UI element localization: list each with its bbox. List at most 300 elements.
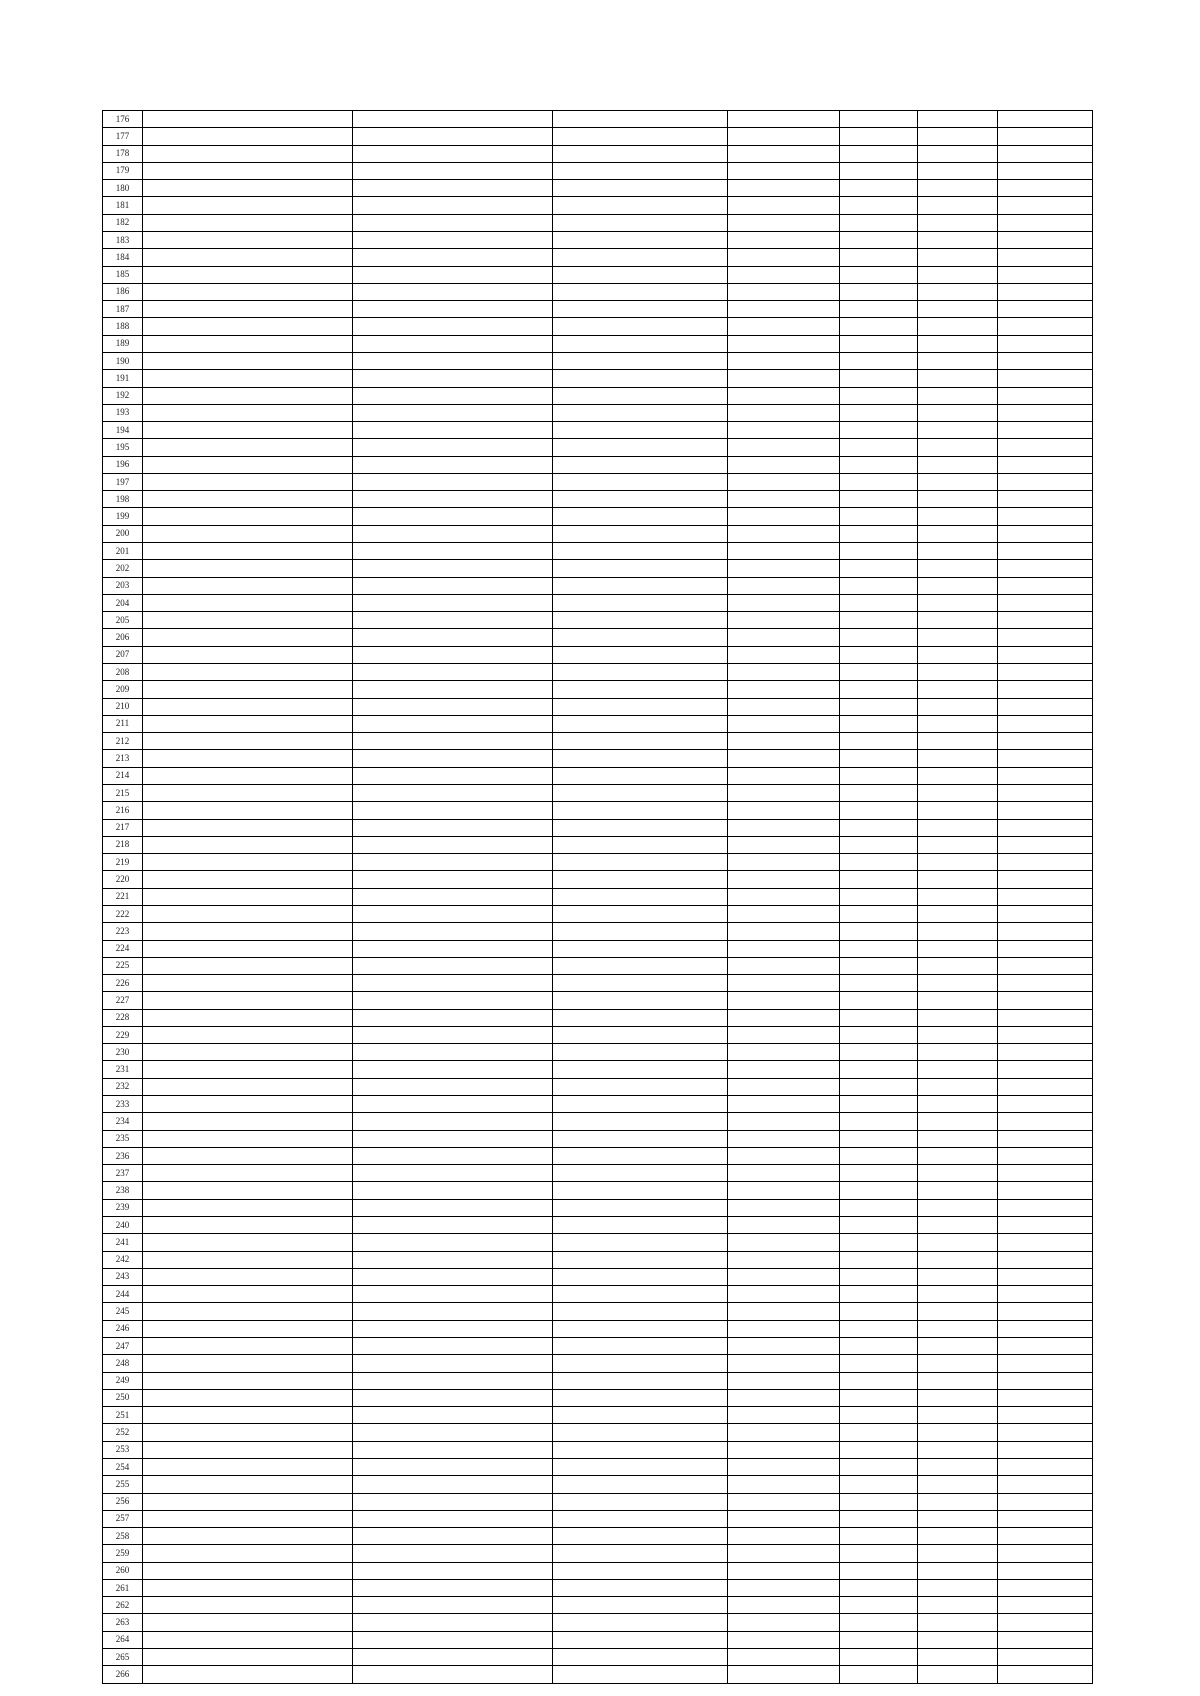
latitude-cell <box>840 1631 918 1648</box>
latitude-cell <box>840 1424 918 1441</box>
latitude-cell <box>840 888 918 905</box>
settlement-cell <box>353 1631 553 1648</box>
table-row <box>103 1320 1093 1337</box>
row-number-cell: 223 <box>103 923 143 940</box>
table-row <box>103 1061 1093 1078</box>
latitude-cell <box>840 905 918 922</box>
house-cell <box>728 335 840 352</box>
longitude-cell <box>918 1649 998 1666</box>
house-cell <box>728 508 840 525</box>
settlement-cell <box>353 1614 553 1631</box>
latitude-cell <box>840 352 918 369</box>
table-row <box>103 1251 1093 1268</box>
house-cell <box>728 422 840 439</box>
municipality-cell <box>143 1009 353 1026</box>
municipality-cell <box>143 1303 353 1320</box>
row-number-cell: 252 <box>103 1424 143 1441</box>
latitude-cell <box>840 1234 918 1251</box>
settlement-cell <box>353 1026 553 1043</box>
table-row <box>103 1199 1093 1216</box>
street-cell <box>553 1528 728 1545</box>
longitude-cell <box>918 1614 998 1631</box>
row-number-cell: 191 <box>103 370 143 387</box>
count-cell <box>998 1026 1093 1043</box>
settlement-cell <box>353 197 553 214</box>
count-cell <box>998 1147 1093 1164</box>
street-cell <box>553 1147 728 1164</box>
municipality-cell <box>143 854 353 871</box>
table-row <box>103 422 1093 439</box>
longitude-cell <box>918 111 998 128</box>
latitude-cell <box>840 180 918 197</box>
house-cell <box>728 1476 840 1493</box>
municipality-cell <box>143 1130 353 1147</box>
longitude-cell <box>918 940 998 957</box>
settlement-cell <box>353 1407 553 1424</box>
latitude-cell <box>840 1026 918 1043</box>
municipality-cell <box>143 249 353 266</box>
house-cell <box>728 162 840 179</box>
latitude-cell <box>840 1562 918 1579</box>
longitude-cell <box>918 681 998 698</box>
street-cell <box>553 1044 728 1061</box>
municipality-cell <box>143 1597 353 1614</box>
table-row <box>103 629 1093 646</box>
row-number-cell: 264 <box>103 1631 143 1648</box>
house-cell <box>728 681 840 698</box>
table-row <box>103 612 1093 629</box>
latitude-cell <box>840 1061 918 1078</box>
table-row <box>103 681 1093 698</box>
municipality-cell <box>143 370 353 387</box>
row-number-cell: 265 <box>103 1649 143 1666</box>
municipality-cell <box>143 629 353 646</box>
street-cell <box>553 992 728 1009</box>
house-cell <box>728 577 840 594</box>
row-number-cell: 212 <box>103 733 143 750</box>
count-cell <box>998 1631 1093 1648</box>
table-row <box>103 318 1093 335</box>
row-number-cell: 242 <box>103 1251 143 1268</box>
latitude-cell <box>840 335 918 352</box>
latitude-cell <box>840 560 918 577</box>
longitude-cell <box>918 1476 998 1493</box>
row-number-cell: 199 <box>103 508 143 525</box>
settlement-cell <box>353 1217 553 1234</box>
count-cell <box>998 387 1093 404</box>
street-cell <box>553 1286 728 1303</box>
row-number-cell: 197 <box>103 473 143 490</box>
settlement-cell <box>353 940 553 957</box>
municipality-cell <box>143 352 353 369</box>
table-row <box>103 1441 1093 1458</box>
house-cell <box>728 1165 840 1182</box>
table-row <box>103 836 1093 853</box>
row-number-cell: 227 <box>103 992 143 1009</box>
count-cell <box>998 1061 1093 1078</box>
latitude-cell <box>840 456 918 473</box>
municipality-cell <box>143 819 353 836</box>
longitude-cell <box>918 784 998 801</box>
row-number-cell: 186 <box>103 283 143 300</box>
municipality-cell <box>143 1476 353 1493</box>
row-number-cell: 251 <box>103 1407 143 1424</box>
street-cell <box>553 508 728 525</box>
street-cell <box>553 111 728 128</box>
street-cell <box>553 750 728 767</box>
latitude-cell <box>840 819 918 836</box>
latitude-cell <box>840 1147 918 1164</box>
municipality-cell <box>143 560 353 577</box>
count-cell <box>998 249 1093 266</box>
house-cell <box>728 1631 840 1648</box>
house-cell <box>728 1320 840 1337</box>
house-cell <box>728 1044 840 1061</box>
house-cell <box>728 1026 840 1043</box>
street-cell <box>553 1458 728 1475</box>
longitude-cell <box>918 836 998 853</box>
row-number-cell: 254 <box>103 1458 143 1475</box>
house-cell <box>728 1389 840 1406</box>
count-cell <box>998 1510 1093 1527</box>
street-cell <box>553 525 728 542</box>
house-cell <box>728 992 840 1009</box>
municipality-cell <box>143 335 353 352</box>
latitude-cell <box>840 629 918 646</box>
municipality-cell <box>143 1320 353 1337</box>
table-row <box>103 1078 1093 1095</box>
row-number-cell: 193 <box>103 404 143 421</box>
latitude-cell <box>840 1597 918 1614</box>
settlement-cell <box>353 145 553 162</box>
table-row <box>103 698 1093 715</box>
house-cell <box>728 646 840 663</box>
longitude-cell <box>918 335 998 352</box>
count-cell <box>998 888 1093 905</box>
house-cell <box>728 1666 840 1683</box>
row-number-cell: 216 <box>103 802 143 819</box>
municipality-cell <box>143 266 353 283</box>
count-cell <box>998 473 1093 490</box>
row-number-cell: 207 <box>103 646 143 663</box>
latitude-cell <box>840 1009 918 1026</box>
row-number-cell: 222 <box>103 905 143 922</box>
longitude-cell <box>918 1407 998 1424</box>
settlement-cell <box>353 439 553 456</box>
longitude-cell <box>918 819 998 836</box>
table-row <box>103 352 1093 369</box>
street-cell <box>553 1078 728 1095</box>
street-cell <box>553 975 728 992</box>
longitude-cell <box>918 422 998 439</box>
municipality-cell <box>143 439 353 456</box>
house-cell <box>728 1441 840 1458</box>
count-cell <box>998 422 1093 439</box>
row-number-cell: 219 <box>103 854 143 871</box>
longitude-cell <box>918 214 998 231</box>
settlement-cell <box>353 1579 553 1596</box>
street-cell <box>553 1579 728 1596</box>
municipality-cell <box>143 905 353 922</box>
street-cell <box>553 560 728 577</box>
table-row <box>103 180 1093 197</box>
settlement-cell <box>353 594 553 611</box>
settlement-cell <box>353 1424 553 1441</box>
street-cell <box>553 1251 728 1268</box>
longitude-cell <box>918 1320 998 1337</box>
settlement-cell <box>353 525 553 542</box>
row-number-cell: 204 <box>103 594 143 611</box>
longitude-cell <box>918 854 998 871</box>
settlement-cell <box>353 1130 553 1147</box>
municipality-cell <box>143 715 353 732</box>
row-number-cell: 235 <box>103 1130 143 1147</box>
count-cell <box>998 266 1093 283</box>
house-cell <box>728 664 840 681</box>
latitude-cell <box>840 525 918 542</box>
count-cell <box>998 1044 1093 1061</box>
longitude-cell <box>918 664 998 681</box>
settlement-cell <box>353 819 553 836</box>
latitude-cell <box>840 1320 918 1337</box>
house-cell <box>728 629 840 646</box>
settlement-cell <box>353 1389 553 1406</box>
municipality-cell <box>143 456 353 473</box>
house-cell <box>728 111 840 128</box>
table-row <box>103 1458 1093 1475</box>
table-row <box>103 1407 1093 1424</box>
street-cell <box>553 698 728 715</box>
settlement-cell <box>353 923 553 940</box>
latitude-cell <box>840 1078 918 1095</box>
latitude-cell <box>840 1666 918 1683</box>
row-number-cell: 236 <box>103 1147 143 1164</box>
table-row <box>103 1182 1093 1199</box>
street-cell <box>553 646 728 663</box>
row-number-cell: 253 <box>103 1441 143 1458</box>
longitude-cell <box>918 733 998 750</box>
street-cell <box>553 1372 728 1389</box>
count-cell <box>998 750 1093 767</box>
municipality-cell <box>143 1234 353 1251</box>
street-cell <box>553 1597 728 1614</box>
longitude-cell <box>918 802 998 819</box>
longitude-cell <box>918 197 998 214</box>
settlement-cell <box>353 1044 553 1061</box>
street-cell <box>553 214 728 231</box>
latitude-cell <box>840 404 918 421</box>
latitude-cell <box>840 750 918 767</box>
settlement-cell <box>353 698 553 715</box>
street-cell <box>553 1337 728 1354</box>
longitude-cell <box>918 456 998 473</box>
table-row <box>103 111 1093 128</box>
longitude-cell <box>918 473 998 490</box>
street-cell <box>553 249 728 266</box>
municipality-cell <box>143 1493 353 1510</box>
longitude-cell <box>918 905 998 922</box>
latitude-cell <box>840 646 918 663</box>
municipality-cell <box>143 1251 353 1268</box>
count-cell <box>998 1597 1093 1614</box>
house-cell <box>728 1303 840 1320</box>
street-cell <box>553 1096 728 1113</box>
settlement-cell <box>353 1597 553 1614</box>
municipality-cell <box>143 784 353 801</box>
row-number-cell: 192 <box>103 387 143 404</box>
settlement-cell <box>353 1234 553 1251</box>
latitude-cell <box>840 370 918 387</box>
count-cell <box>998 456 1093 473</box>
count-cell <box>998 439 1093 456</box>
municipality-cell <box>143 594 353 611</box>
street-cell <box>553 1562 728 1579</box>
municipality-cell <box>143 1026 353 1043</box>
latitude-cell <box>840 111 918 128</box>
municipality-cell <box>143 681 353 698</box>
latitude-cell <box>840 1476 918 1493</box>
row-number-cell: 187 <box>103 301 143 318</box>
house-cell <box>728 1407 840 1424</box>
table-row <box>103 1649 1093 1666</box>
count-cell <box>998 508 1093 525</box>
settlement-cell <box>353 335 553 352</box>
latitude-cell <box>840 162 918 179</box>
municipality-cell <box>143 767 353 784</box>
row-number-cell: 218 <box>103 836 143 853</box>
count-cell <box>998 594 1093 611</box>
count-cell <box>998 819 1093 836</box>
row-number-cell: 211 <box>103 715 143 732</box>
latitude-cell <box>840 422 918 439</box>
street-cell <box>553 1476 728 1493</box>
row-number-cell: 247 <box>103 1337 143 1354</box>
street-cell <box>553 1199 728 1216</box>
street-cell <box>553 612 728 629</box>
house-cell <box>728 525 840 542</box>
house-cell <box>728 1078 840 1095</box>
row-number-cell: 255 <box>103 1476 143 1493</box>
row-number-cell: 225 <box>103 957 143 974</box>
latitude-cell <box>840 1510 918 1527</box>
municipality-cell <box>143 214 353 231</box>
street-cell <box>553 629 728 646</box>
latitude-cell <box>840 1407 918 1424</box>
settlement-cell <box>353 318 553 335</box>
house-cell <box>728 1424 840 1441</box>
latitude-cell <box>840 577 918 594</box>
table-row <box>103 439 1093 456</box>
municipality-cell <box>143 473 353 490</box>
municipality-cell <box>143 733 353 750</box>
count-cell <box>998 698 1093 715</box>
latitude-cell <box>840 871 918 888</box>
street-cell <box>553 301 728 318</box>
settlement-cell <box>353 1199 553 1216</box>
street-cell <box>553 594 728 611</box>
longitude-cell <box>918 249 998 266</box>
count-cell <box>998 370 1093 387</box>
settlement-cell <box>353 1355 553 1372</box>
count-cell <box>998 491 1093 508</box>
count-cell <box>998 560 1093 577</box>
latitude-cell <box>840 594 918 611</box>
municipality-cell <box>143 992 353 1009</box>
table-row <box>103 145 1093 162</box>
house-cell <box>728 1130 840 1147</box>
street-cell <box>553 1009 728 1026</box>
street-cell <box>553 733 728 750</box>
house-cell <box>728 1061 840 1078</box>
municipality-cell <box>143 1562 353 1579</box>
street-cell <box>553 180 728 197</box>
longitude-cell <box>918 508 998 525</box>
row-number-cell: 184 <box>103 249 143 266</box>
table-row <box>103 249 1093 266</box>
count-cell <box>998 543 1093 560</box>
municipality-cell <box>143 1199 353 1216</box>
latitude-cell <box>840 664 918 681</box>
table-body <box>103 111 1093 1684</box>
municipality-cell <box>143 111 353 128</box>
street-cell <box>553 1217 728 1234</box>
table-row <box>103 1268 1093 1285</box>
row-number-cell: 177 <box>103 128 143 145</box>
count-cell <box>998 1528 1093 1545</box>
table-row <box>103 940 1093 957</box>
street-cell <box>553 1113 728 1130</box>
settlement-cell <box>353 767 553 784</box>
municipality-cell <box>143 1147 353 1164</box>
table-row <box>103 283 1093 300</box>
longitude-cell <box>918 525 998 542</box>
municipality-cell <box>143 1268 353 1285</box>
table-row <box>103 370 1093 387</box>
table-row <box>103 1217 1093 1234</box>
house-cell <box>728 283 840 300</box>
latitude-cell <box>840 1528 918 1545</box>
street-cell <box>553 1268 728 1285</box>
row-number-cell: 230 <box>103 1044 143 1061</box>
house-cell <box>728 1493 840 1510</box>
municipality-cell <box>143 1286 353 1303</box>
settlement-cell <box>353 491 553 508</box>
row-number-cell: 181 <box>103 197 143 214</box>
table-row <box>103 923 1093 940</box>
table-row <box>103 1096 1093 1113</box>
municipality-cell <box>143 318 353 335</box>
count-cell <box>998 1199 1093 1216</box>
house-cell <box>728 318 840 335</box>
latitude-cell <box>840 1096 918 1113</box>
longitude-cell <box>918 1096 998 1113</box>
longitude-cell <box>918 715 998 732</box>
street-cell <box>553 128 728 145</box>
table-row <box>103 162 1093 179</box>
street-cell <box>553 352 728 369</box>
table-row <box>103 733 1093 750</box>
longitude-cell <box>918 1458 998 1475</box>
row-number-cell: 214 <box>103 767 143 784</box>
longitude-cell <box>918 318 998 335</box>
municipality-cell <box>143 836 353 853</box>
settlement-cell <box>353 231 553 248</box>
street-cell <box>553 1510 728 1527</box>
house-cell <box>728 1597 840 1614</box>
table-row <box>103 1579 1093 1596</box>
municipality-cell <box>143 1458 353 1475</box>
latitude-cell <box>840 612 918 629</box>
